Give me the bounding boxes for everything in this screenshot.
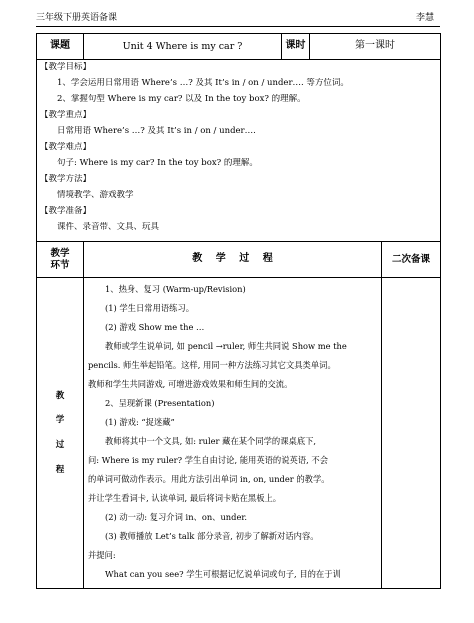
focus-text: 日常用语 Where’s …? 及其 It’s in / on / under….	[57, 126, 256, 136]
methods-heading: 【教学方法】	[40, 174, 92, 184]
process-line: 教师或学生说单词, 如 pencil →ruler, 师生共同说 Show me the	[105, 341, 347, 351]
objectives-heading: 【教学目标】	[40, 62, 92, 72]
prep-heading: 【教学准备】	[40, 206, 92, 216]
process-line: 1、热身、复习 (Warm-up/Revision)	[105, 284, 246, 294]
process-line: (1) 游戏: “捉迷藏”	[105, 417, 175, 427]
page-header	[36, 10, 438, 24]
objective-item: 2、掌握句型 Where is my car? 以及 In the toy box? 的理解。	[57, 94, 306, 104]
header-course: 三年级下册英语备课	[36, 13, 118, 23]
revision-notes	[382, 278, 441, 589]
process-line: 并让学生看词卡, 认读单词, 最后将词卡贴在黑板上。	[88, 493, 282, 503]
process-line: 2、呈现新课 (Presentation)	[105, 398, 215, 408]
process-line: (2) 游戏 Show me the …	[105, 322, 205, 332]
methods-text: 情境教学、游戏教学	[57, 190, 134, 200]
difficulty-text: 句子: Where is my car? In the toy box? 的理解。	[57, 158, 258, 168]
process-line: (3) 教师播放 Let’s talk 部分录音, 初步了解新对话内容。	[105, 531, 319, 541]
process-line: 教师将其中一个文具, 如: ruler 藏在某个同学的课桌底下,	[105, 436, 317, 446]
process-line: (1) 学生日常用语练习。	[105, 303, 195, 313]
title-row	[37, 34, 441, 60]
period-value: 第一课时	[310, 34, 441, 60]
lesson-label: 课题	[37, 34, 84, 60]
header-rule	[36, 26, 440, 27]
process-line: (2) 动一动: 复习介词 in、on、under.	[105, 512, 248, 522]
difficulty-heading: 【教学难点】	[40, 142, 92, 152]
stage-column-header: 教学 环节	[37, 242, 84, 278]
process-column-header: 教 学 过 程	[84, 242, 382, 278]
process-content	[84, 278, 382, 589]
process-vertical-label: 教 学 过 程	[37, 278, 84, 589]
focus-heading: 【教学重点】	[40, 110, 92, 120]
header-author: 李慧	[415, 13, 434, 23]
objective-item: 1、学会运用日常用语 Where’s …? 及其 It’s in / on / under…. 等方位词。	[57, 78, 349, 88]
process-line: 教师和学生共同游戏, 可增进游戏效果和师生间的交流。	[88, 379, 293, 389]
prep-text: 课件、录音带、文具、玩具	[57, 222, 160, 232]
process-line: 并提问:	[88, 550, 116, 560]
process-line: 问: Where is my ruler? 学生自由讨论, 能用英语的说英语, 不会	[88, 455, 328, 465]
process-line: What can you see? 学生可根据记忆说单词或句子, 目的在于训	[105, 569, 341, 579]
process-header-row	[37, 242, 441, 278]
process-line: pencils. 师生举起铅笔。这样, 用同一种方法练习其它文具类单词。	[88, 360, 336, 370]
lesson-plan-table	[36, 33, 441, 589]
process-line: 的单词可做动作表示。用此方法引出单词 in, on, under 的教学。	[88, 474, 330, 484]
revision-column-header: 二次备课	[382, 242, 441, 278]
process-body-row	[37, 278, 441, 589]
lesson-title: Unit 4 Where is my car ?	[84, 34, 282, 60]
objectives-section	[37, 60, 441, 242]
period-label: 课时	[282, 34, 310, 60]
